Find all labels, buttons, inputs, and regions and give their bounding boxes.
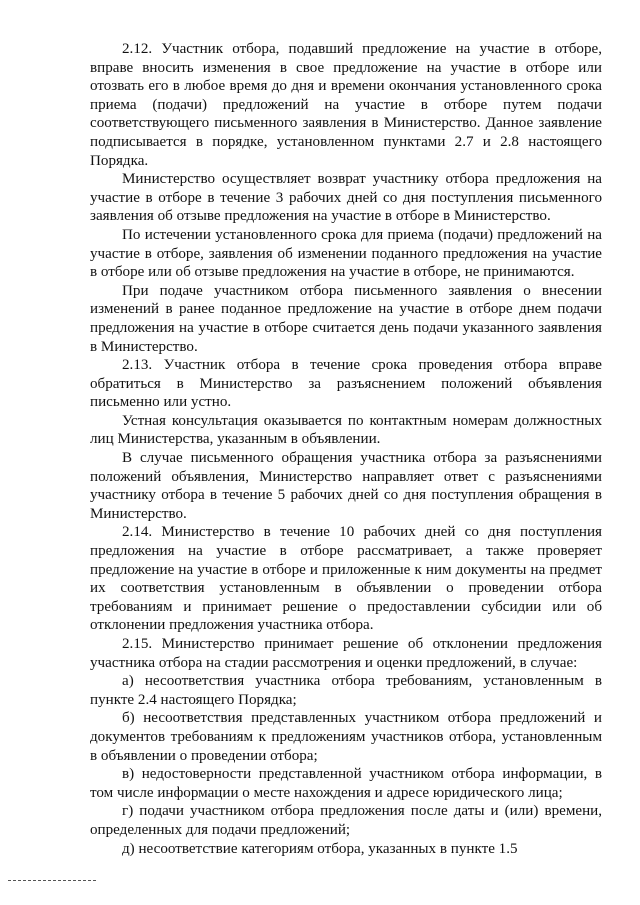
paragraph-written-request: В случае письменного обращения участника отбора за разъяснениями положений объявления, Министерство направляет ответ с разъяснениями участнику отбора в течение 5 рабочих дней со дня поступления обращения в Министерство. — [90, 450, 602, 522]
document-page — [90, 40, 602, 858]
list-item-d: д) несоответствие категориям отбора, указанных в пункте 1.5 — [122, 840, 518, 857]
list-item-a: а) несоответствия участника отбора требованиям, установленным в пункте 2.4 настоящего Порядка; — [90, 673, 602, 708]
paragraph-2-14: 2.14. Министерство в течение 10 рабочих дней со дня поступления предложения на участие в отборе рассматривает, а также проверяет предложение на участие в отборе и приложенные к ним документы на предмет их соответствия установленным в объявлении о проведении отбора требованиям и принимает решение о предоставлении субсидии или об отклонении предложения участника отбора. — [90, 524, 602, 634]
footnote-separator — [8, 880, 96, 881]
paragraph-deadline-expiry: По истечении установленного срока для приема (подачи) предложений на участие в отборе, заявления об изменении поданного предложения на участие в отборе или об отзыве предложения на участие в отборе, не принимаются. — [90, 226, 602, 281]
paragraph-submission-day: При подаче участником отбора письменного заявления о внесении изменений в ранее поданное предложение на участие в отборе днем подачи предложения на участие в отборе считается день подачи указанного заявления в Министерство. — [90, 282, 602, 355]
paragraph-2-13: 2.13. Участник отбора в течение срока проведения отбора вправе обратиться в Министерство за разъяснением положений объявления письменно или устно. — [90, 357, 602, 411]
paragraph-2-12: 2.12. Участник отбора, подавший предложение на участие в отборе, вправе вносить изменения в свое предложение на участие в отборе или отозвать его в любое время до дня и времени окончания установленного срока приема (подачи) предложений на участие в отборе путем подачи соответствующего письменного заявления в Министерство. Данное заявление подписывается в порядке, установленном пунктами 2.7 и 2.8 настоящего Порядка. — [90, 41, 602, 169]
paragraph-oral-consultation: Устная консультация оказывается по контактным номерам должностных лиц Министерства, указанным в объявлении. — [90, 412, 602, 448]
list-item-g: г) подачи участником отбора предложения после даты и (или) времени, определенных для подачи предложений; — [90, 803, 602, 838]
list-item-v: в) недостоверности представленной участником отбора информации, в том числе информации о месте нахождения и адресе юридического лица; — [90, 766, 602, 801]
paragraph-2-15: 2.15. Министерство принимает решение об отклонении предложения участника отбора на стадии рассмотрения и оценки предложений, в случае: — [90, 636, 602, 671]
paragraph-return-proposal: Министерство осуществляет возврат участнику отбора предложения на участие в отборе в течение 3 рабочих дней со дня поступления письменного заявления об отзыве предложения на участие в отборе в Министерство. — [90, 171, 602, 225]
list-item-b: б) несоответствия представленных участником отбора предложений и документов требованиям к предложениям участников отбора, установленным в объявлении о проведении отбора; — [90, 710, 602, 764]
